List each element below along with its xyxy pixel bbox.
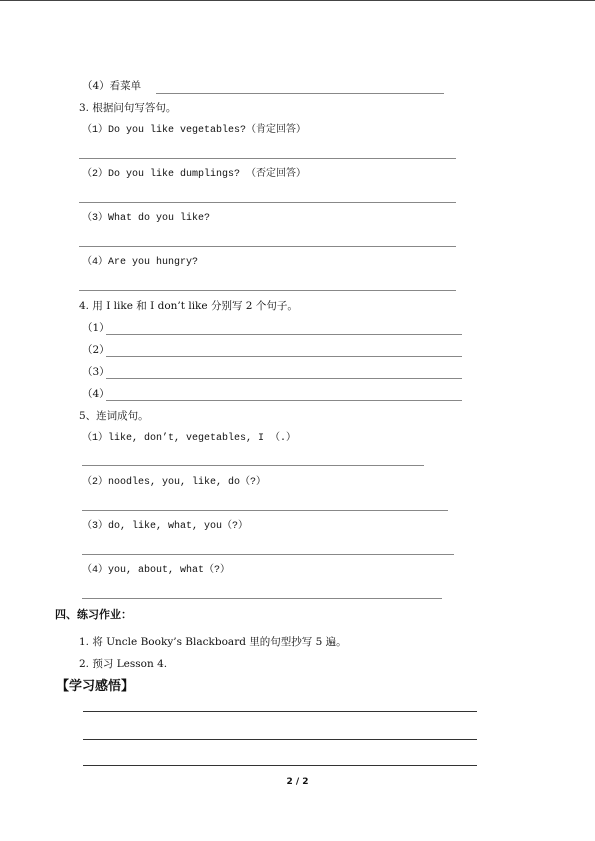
q5-answer-line-3 — [82, 554, 454, 555]
q5-heading: 5、连词成句。 — [79, 410, 149, 422]
q3-answer-line-3 — [79, 246, 456, 247]
q4-item-2: （2） — [82, 344, 110, 356]
q4-answer-line-4 — [106, 400, 462, 401]
q3-item-1: （1）Do you like vegetables?（肯定回答） — [82, 125, 307, 136]
section4-heading: 四、练习作业： — [55, 608, 132, 621]
q2-item-4: （4）看菜单 — [82, 80, 142, 92]
q3-heading: 3. 根据问句写答句。 — [79, 102, 177, 114]
q3-answer-line-2 — [79, 202, 456, 203]
section4-item-2: 2. 预习 Lesson 4. — [79, 658, 168, 670]
q4-answer-line-1 — [106, 334, 462, 335]
q4-heading: 4. 用 I like 和 I don’t like 分别写 2 个句子。 — [79, 300, 298, 312]
q5-item-2: （2）noodles, you, like, do（?） — [82, 477, 267, 488]
q5-item-3: （3）do, like, what, you（?） — [82, 521, 249, 532]
q3-item-2: （2）Do you like dumplings? （否定回答） — [82, 169, 307, 180]
q3-answer-line-4 — [79, 290, 456, 291]
q4-item-3: （3） — [82, 366, 110, 378]
q5-item-4: （4）you, about, what（?） — [82, 565, 231, 576]
q4-answer-line-2 — [106, 356, 462, 357]
q5-answer-line-2 — [82, 510, 448, 511]
q4-answer-line-3 — [106, 378, 462, 379]
reflection-line-3 — [83, 765, 477, 766]
q3-item-4: （4）Are you hungry? — [82, 257, 199, 268]
q5-item-1: （1）like, don’t, vegetables, I （.） — [82, 433, 297, 444]
q2-item-4-answer-line — [156, 93, 444, 94]
q3-answer-line-1 — [79, 158, 456, 159]
reflection-line-1 — [83, 711, 477, 712]
q5-answer-line-1 — [82, 465, 424, 466]
reflection-line-2 — [83, 739, 477, 740]
q4-item-4: （4） — [82, 388, 110, 400]
section4-item-1: 1. 将 Uncle Booky’s Blackboard 里的句型抄写 5 遍。 — [79, 636, 347, 648]
q3-item-3: （3）What do you like? — [82, 213, 211, 224]
q4-item-1: （1） — [82, 322, 110, 334]
top-border — [0, 0, 595, 1]
page-number: 2 / 2 — [286, 777, 309, 787]
reflection-heading: 【学习感悟】 — [56, 679, 135, 694]
q5-answer-line-4 — [82, 598, 442, 599]
